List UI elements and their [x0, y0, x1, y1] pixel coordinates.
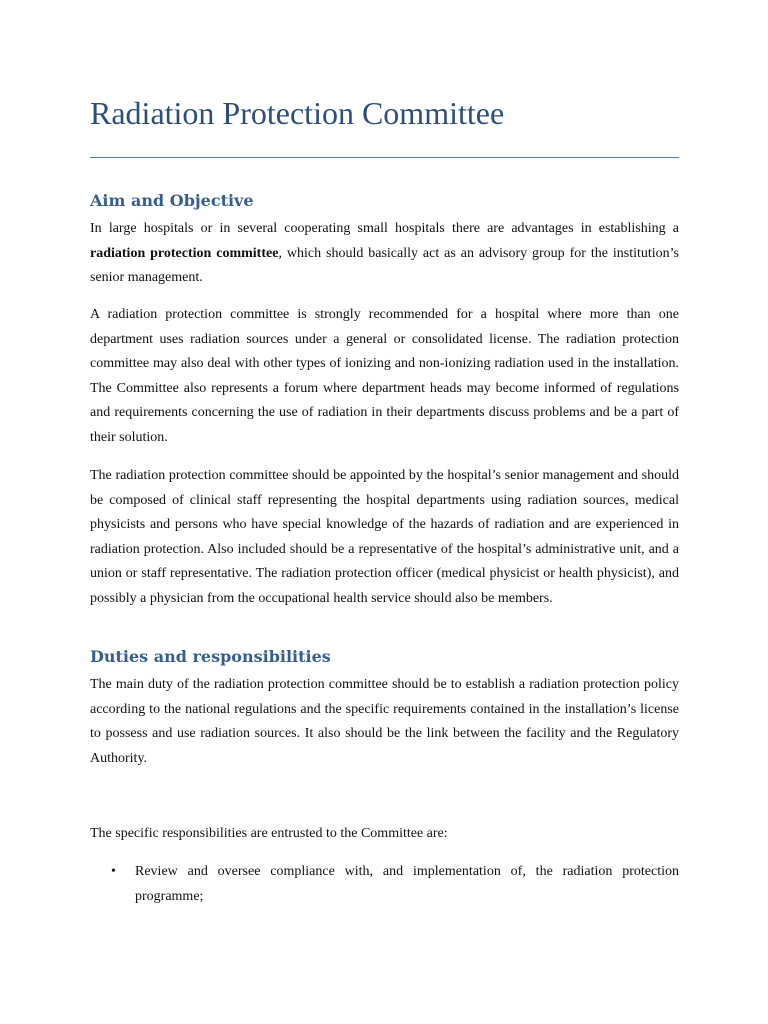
aim-paragraph-3: The radiation protection committee should be appointed by the hospital’s senior management and should be composed of clinical staff representing the hospital departments using radiation sources, medical physicists and persons who have special knowledge of the hazards of radiation and are experienced in radiation protection. Also included should be a representative of the hospital’s administrative unit, and a union or staff representative. The radiation protection officer (medical physicist or health physicist), and possibly a physician from the occupational health service should also be members.: [90, 468, 679, 606]
aim-p1-bold-term: radiation protection committee: [90, 245, 279, 261]
aim-p1-text-end: , which should basically act as an advisory group for the institution’s senior management.: [90, 245, 679, 286]
duties-paragraph-1: The main duty of the radiation protection committee should be to establish a radiation protection policy according to the national regulations and the specific requirements contained in the installation’s license to possess and use radiation sources. It also should be the link between the facility and the Regulatory Authority.: [90, 677, 679, 766]
aim-p1-text-start: In large hospitals or in several cooperating small hospitals there are advantages in establishing a: [90, 221, 679, 236]
list-item-text: Review and oversee compliance with, and implementation of, the radiation protection programme;: [135, 864, 679, 904]
duties-paragraph-2: The specific responsibilities are entrusted to the Committee are:: [90, 826, 448, 841]
section-heading-duties: Duties and responsibilities: [90, 647, 331, 666]
title-underline-rule: [90, 157, 679, 158]
aim-paragraph-2: A radiation protection committee is strongly recommended for a hospital where more than one department uses radiation sources under a general or consolidated license. The radiation protection committee may also deal with other types of ionizing and non-ionizing radiation used in the installation. The Committee also represents a forum where department heads may become informed of regulations and requirements concerning the use of radiation in their departments discuss problems and be a part of their solution.: [90, 307, 679, 445]
bullet-icon: •: [111, 864, 116, 879]
list-item: [90, 860, 679, 909]
document-title: Radiation Protection Committee: [90, 95, 505, 131]
section-heading-aim: Aim and Objective: [90, 191, 254, 210]
responsibilities-list: [90, 860, 679, 909]
aim-paragraph-1: [90, 217, 679, 291]
